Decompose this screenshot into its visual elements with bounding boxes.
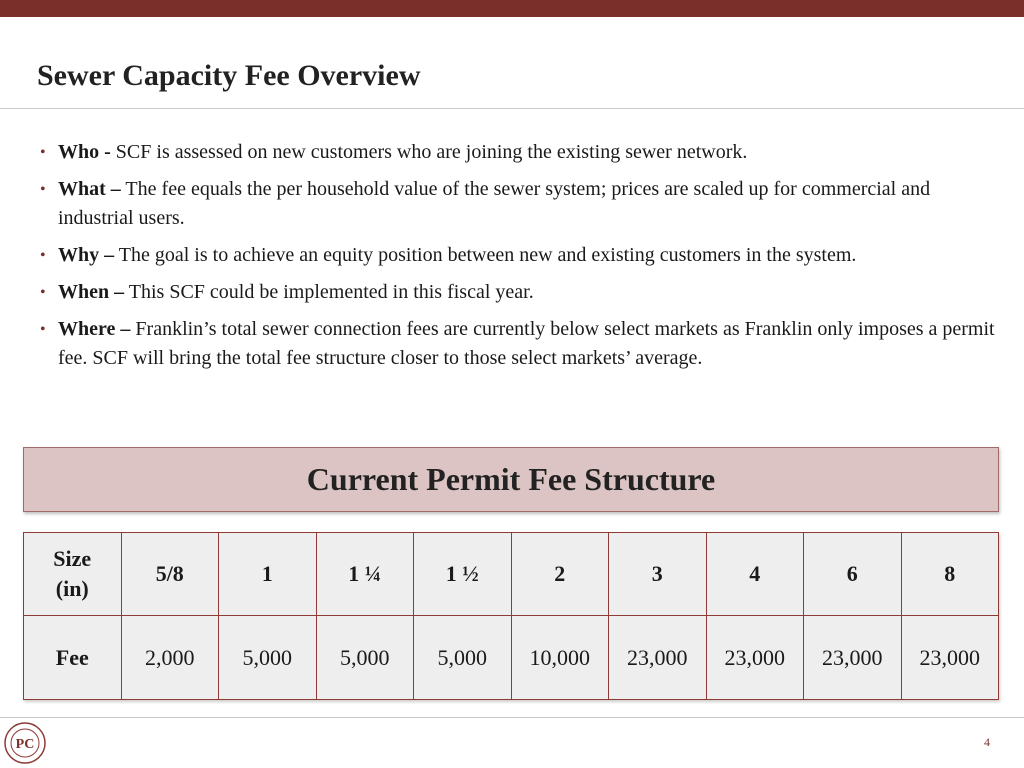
permit-fee-table	[23, 532, 999, 700]
fee-cell: 23,000	[901, 616, 999, 700]
top-accent-bar	[0, 0, 1024, 17]
bullet-label: Why –	[58, 244, 115, 266]
bullet-label: Where –	[58, 318, 131, 340]
bullet-text: The fee equals the per household value of the sewer system; prices are scaled up for commercial and industrial users.	[58, 178, 931, 229]
size-cell: 5/8	[121, 533, 219, 616]
footer-divider	[0, 717, 1024, 718]
size-cell: 1	[219, 533, 317, 616]
size-cell: 1 ¼	[316, 533, 414, 616]
fee-cell: 5,000	[316, 616, 414, 700]
fee-cell: 10,000	[511, 616, 609, 700]
bullet-label: What –	[58, 178, 121, 200]
size-header-line1: Size	[53, 546, 92, 571]
fee-row	[24, 616, 999, 700]
size-header-cell	[24, 533, 122, 616]
bullet-text: The goal is to achieve an equity position between new and existing customers in the system.	[114, 244, 857, 266]
section-banner	[23, 447, 999, 512]
title-divider	[0, 108, 1024, 109]
bullet-label: Who -	[58, 141, 111, 163]
size-cell: 4	[706, 533, 804, 616]
size-cell: 1 ½	[414, 533, 512, 616]
bullet-what	[40, 175, 1000, 233]
company-seal-icon	[3, 721, 47, 765]
bullet-dot-icon: •	[40, 321, 46, 338]
page-number: 4	[984, 735, 990, 749]
fee-cell: 23,000	[804, 616, 902, 700]
size-row	[24, 533, 999, 616]
fee-cell: 2,000	[121, 616, 219, 700]
slide-title: Sewer Capacity Fee Overview	[37, 59, 421, 92]
bullet-label: When –	[58, 281, 125, 303]
bullet-when	[40, 278, 1000, 307]
size-cell: 8	[901, 533, 999, 616]
bullet-text: SCF is assessed on new customers who are joining the existing sewer network.	[110, 141, 748, 163]
size-cell: 3	[609, 533, 707, 616]
bullet-dot-icon: •	[40, 247, 46, 264]
size-cell: 2	[511, 533, 609, 616]
logo-monogram: PC	[15, 737, 35, 752]
fee-cell: 23,000	[706, 616, 804, 700]
bullet-dot-icon: •	[40, 284, 46, 301]
bullet-why	[40, 241, 1000, 270]
bullet-list	[40, 138, 1000, 381]
fee-cell: 23,000	[609, 616, 707, 700]
bullet-where	[40, 315, 1000, 373]
bullet-text: Franklin’s total sewer connection fees are currently below select markets as Franklin only imposes a permit fee. SCF will bring the total fee structure closer to those select markets’ average.	[58, 318, 995, 369]
fee-header-cell: Fee	[24, 616, 122, 700]
fee-cell: 5,000	[219, 616, 317, 700]
bullet-text: This SCF could be implemented in this fiscal year.	[124, 281, 534, 303]
bullet-who	[40, 138, 1000, 167]
bullet-dot-icon: •	[40, 144, 46, 161]
fee-cell: 5,000	[414, 616, 512, 700]
size-cell: 6	[804, 533, 902, 616]
bullet-dot-icon: •	[40, 181, 46, 198]
banner-title: Current Permit Fee Structure	[306, 461, 716, 497]
size-header-line2: (in)	[55, 576, 89, 601]
